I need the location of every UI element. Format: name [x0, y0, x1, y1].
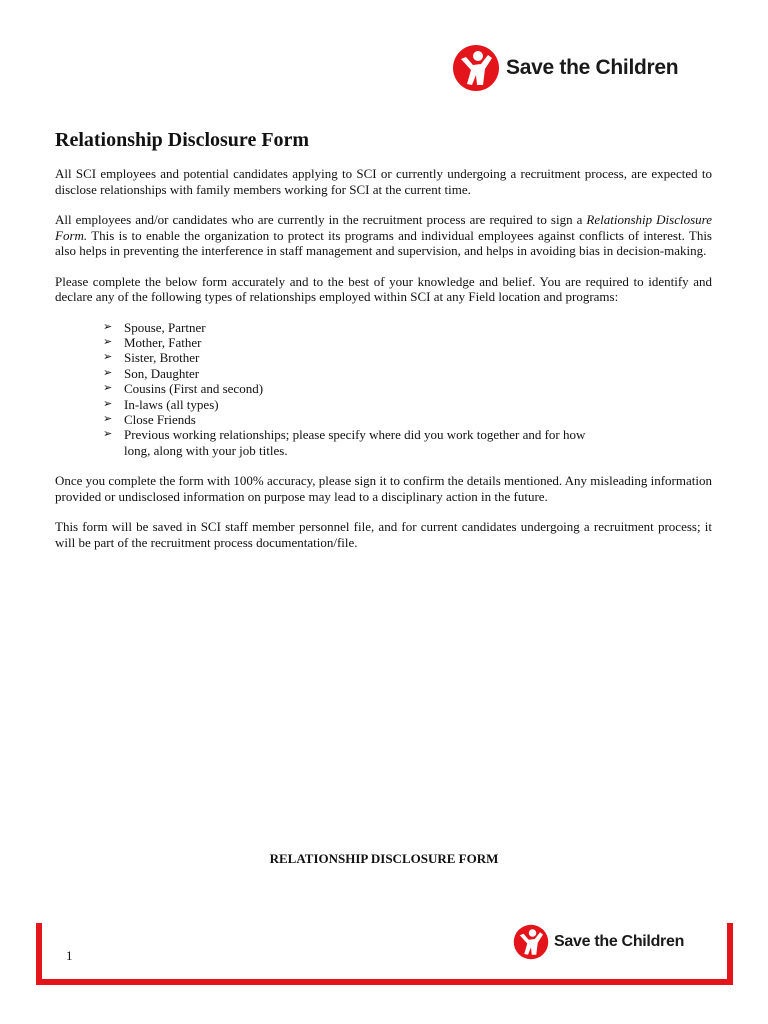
list-item: ➢ Spouse, Partner — [103, 319, 206, 335]
form-name-italic: Relationship Disclosure Form. — [55, 212, 712, 243]
arrow-bullet-icon: ➢ — [103, 382, 113, 395]
arrow-bullet-icon: ➢ — [103, 366, 113, 379]
arrow-bullet-icon: ➢ — [103, 428, 113, 441]
requirement-text-start: All employees and/or candidates who are currently in the recruitment process are required to sign a — [55, 212, 587, 227]
footer-logo-text: Save the Children — [554, 933, 685, 950]
form-section-heading: RELATIONSHIP DISCLOSURE FORM — [269, 851, 499, 866]
document-body — [55, 128, 712, 565]
arrow-bullet-icon: ➢ — [103, 412, 113, 425]
arrow-bullet-icon: ➢ — [103, 320, 113, 333]
confirmation-paragraph: Once you complete the form with 100% accuracy, please sign it to confirm the details mentioned. Any misleading information provided or undisclosed information on purpose may lead to a disciplinary action in the future. — [55, 473, 712, 504]
storage-paragraph: This form will be saved in SCI staff member personnel file, and for current candidates undergoing a recruitment process; it will be part of the recruitment process documentation/file. — [55, 519, 712, 550]
footer-border-right — [727, 923, 733, 985]
footer-border-left — [36, 923, 42, 985]
requirement-text-end: This is to enable the organization to protect its programs and individual employees against conflicts of interest. This also helps in preventing the interference in staff management and supervision, and helps in avoiding bias in decision-making. — [55, 227, 712, 258]
save-the-children-emblem-icon — [452, 44, 500, 92]
list-item: ➢ In-laws (all types) — [103, 396, 219, 412]
page-number: 1 — [66, 948, 73, 963]
footer-border-bottom — [36, 979, 733, 985]
intro-paragraph: All SCI employees and potential candidates applying to SCI or currently undergoing a recruitment process, are expected to disclose relationships with family members working for SCI at the current time. — [55, 166, 712, 197]
instructions-paragraph: Please complete the below form accurately and to the best of your knowledge and belief. You are required to identify and declare any of the following types of relationships employed within SCI at any Field location and programs: — [55, 273, 712, 304]
arrow-bullet-icon: ➢ — [103, 335, 113, 348]
footer-logo — [513, 924, 684, 960]
list-item: ➢ Cousins (First and second) — [103, 381, 264, 397]
list-item: ➢ Son, Daughter — [103, 365, 200, 381]
page-title: Relationship Disclosure Form — [55, 129, 310, 151]
relationship-types-list — [55, 320, 712, 459]
list-item: ➢ Sister, Brother — [103, 350, 200, 366]
logo-text: Save the Children — [506, 56, 679, 79]
list-item: ➢ Previous working relationships; please specify where did you work together and for how long, along with your job titles. — [103, 427, 586, 458]
arrow-bullet-icon: ➢ — [103, 397, 113, 410]
list-item: ➢ Close Friends — [103, 411, 196, 427]
list-item: ➢ Mother, Father — [103, 334, 202, 350]
save-the-children-emblem-icon — [513, 924, 549, 960]
requirement-paragraph — [55, 212, 712, 259]
arrow-bullet-icon: ➢ — [103, 351, 113, 364]
save-the-children-logo — [452, 44, 678, 92]
